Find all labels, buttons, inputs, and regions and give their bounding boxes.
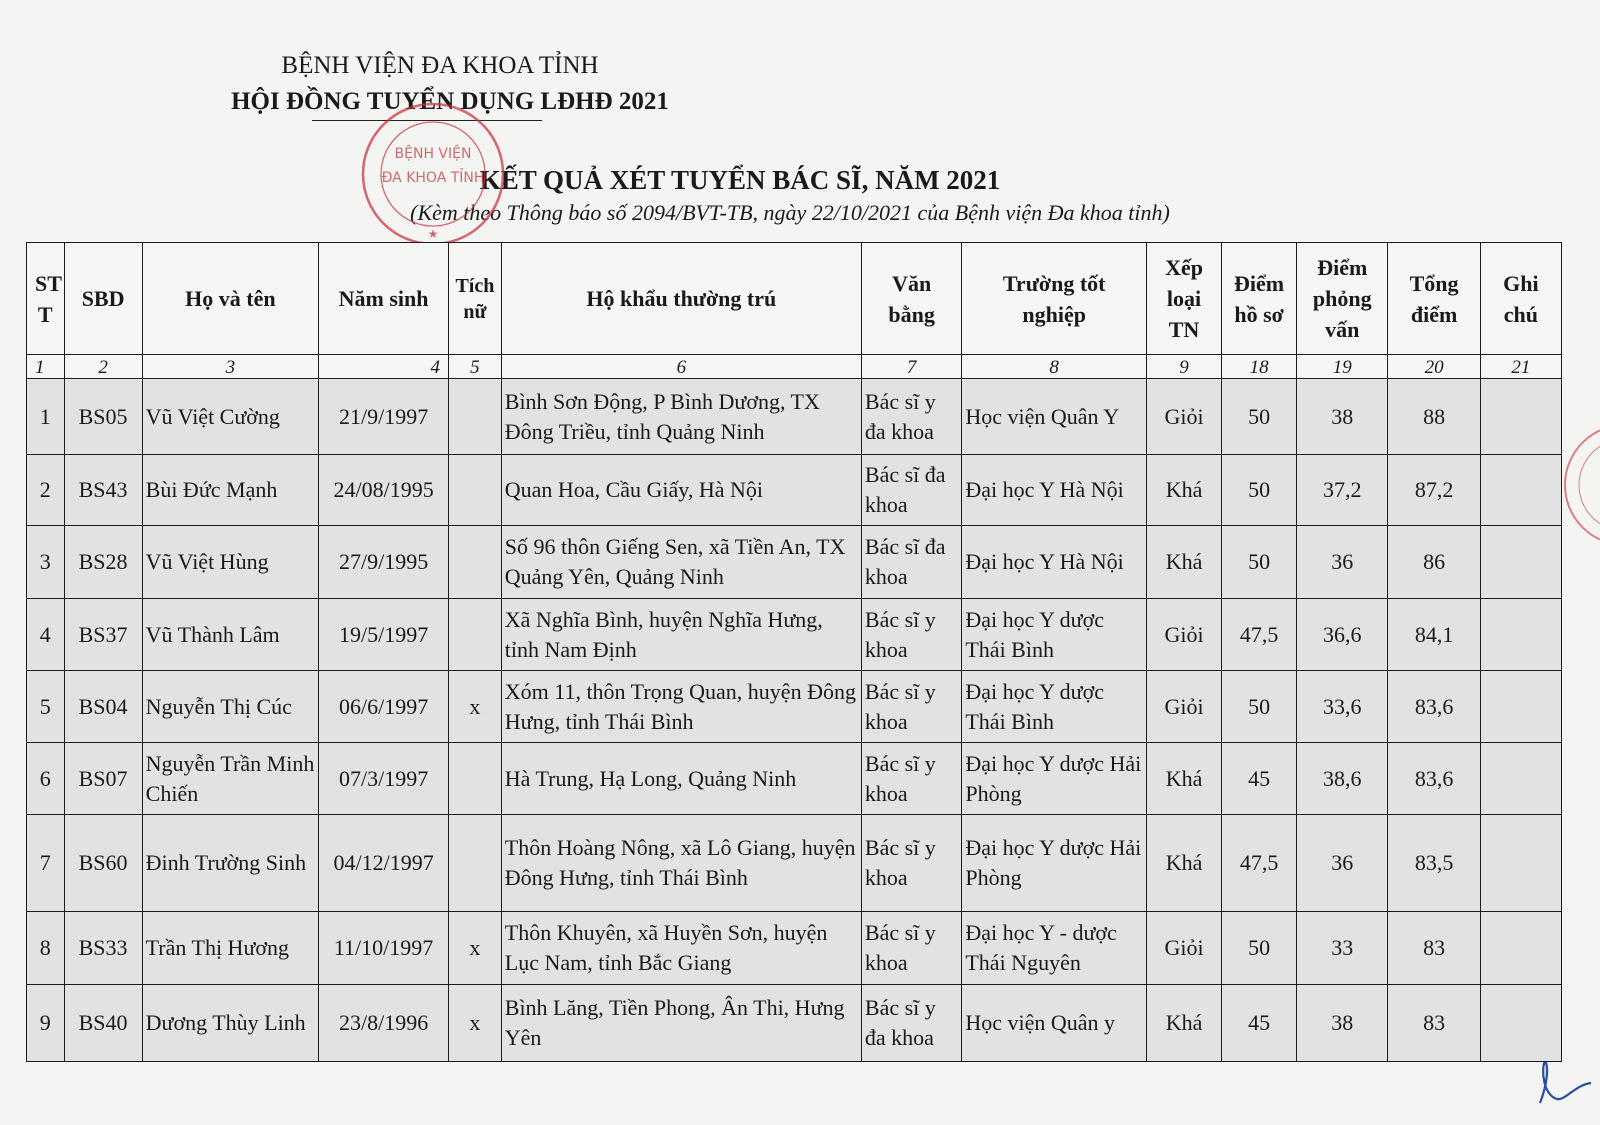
cell-rank: Giỏi xyxy=(1147,911,1222,984)
col-header-rank: Xếp loại TN xyxy=(1147,243,1222,355)
column-number: 2 xyxy=(64,355,142,379)
cell-rank: Giỏi xyxy=(1147,379,1222,455)
table-row xyxy=(27,455,1562,526)
cell-sbd: BS07 xyxy=(64,743,142,815)
header-divider xyxy=(312,120,542,121)
cell-address: Xã Nghĩa Bình, huyện Nghĩa Hưng, tỉnh Nam Định xyxy=(501,599,861,671)
cell-female: x xyxy=(449,911,502,984)
cell-interview-score: 36 xyxy=(1297,815,1388,911)
cell-profile-score: 50 xyxy=(1222,911,1297,984)
cell-profile-score: 45 xyxy=(1222,743,1297,815)
cell-total-score: 83 xyxy=(1388,984,1480,1061)
cell-note xyxy=(1480,911,1561,984)
cell-sbd: BS05 xyxy=(64,379,142,455)
cell-female xyxy=(449,815,502,911)
cell-female: x xyxy=(449,984,502,1061)
cell-degree: Bác sĩ y đa khoa xyxy=(861,984,961,1061)
cell-school: Đại học Y dược Hải Phòng xyxy=(962,815,1147,911)
col-header-total: Tổng điểm xyxy=(1388,243,1480,355)
cell-profile-score: 47,5 xyxy=(1222,599,1297,671)
cell-female xyxy=(449,526,502,599)
cell-note xyxy=(1480,526,1561,599)
cell-note xyxy=(1480,815,1561,911)
cell-stt: 9 xyxy=(27,984,65,1061)
cell-dob: 23/8/1996 xyxy=(319,984,449,1061)
cell-school: Học viện Quân y xyxy=(962,984,1147,1061)
cell-degree: Bác sĩ y khoa xyxy=(861,671,961,743)
cell-dob: 07/3/1997 xyxy=(319,743,449,815)
stamp-text-line2: ĐA KHOA TỈNH xyxy=(381,170,485,186)
cell-total-score: 88 xyxy=(1388,379,1480,455)
cell-total-score: 83 xyxy=(1388,911,1480,984)
cell-interview-score: 37,2 xyxy=(1297,455,1388,526)
col-header-dob: Năm sinh xyxy=(319,243,449,355)
cell-address: Thôn Hoàng Nông, xã Lô Giang, huyện Đông Hưng, tỉnh Thái Bình xyxy=(501,815,861,911)
column-number: 9 xyxy=(1147,355,1222,379)
table-row xyxy=(27,984,1562,1061)
cell-note xyxy=(1480,455,1561,526)
cell-school: Học viện Quân Y xyxy=(962,379,1147,455)
stamp-text-line1: BỆNH VIỆN xyxy=(394,146,472,162)
cell-interview-score: 38 xyxy=(1297,379,1388,455)
cell-sbd: BS37 xyxy=(64,599,142,671)
table-row xyxy=(27,911,1562,984)
col-header-degree: Văn bằng xyxy=(861,243,961,355)
column-number: 18 xyxy=(1222,355,1297,379)
table-header-row xyxy=(27,243,1562,355)
cell-address: Số 96 thôn Giếng Sen, xã Tiền An, TX Quảng Yên, Quảng Ninh xyxy=(501,526,861,599)
cell-stt: 7 xyxy=(27,815,65,911)
cell-note xyxy=(1480,743,1561,815)
document-title: KẾT QUẢ XÉT TUYỂN BÁC SĨ, NĂM 2021 xyxy=(479,165,1001,195)
column-number: 21 xyxy=(1480,355,1561,379)
cell-address: Xóm 11, thôn Trọng Quan, huyện Đông Hưng, tỉnh Thái Bình xyxy=(501,671,861,743)
cell-total-score: 87,2 xyxy=(1388,455,1480,526)
column-number: 20 xyxy=(1388,355,1480,379)
cell-stt: 1 xyxy=(27,379,65,455)
cell-interview-score: 36,6 xyxy=(1297,599,1388,671)
cell-total-score: 84,1 xyxy=(1388,599,1480,671)
cell-dob: 21/9/1997 xyxy=(319,379,449,455)
cell-school: Đại học Y dược Thái Bình xyxy=(962,671,1147,743)
cell-degree: Bác sĩ y khoa xyxy=(861,815,961,911)
cell-sbd: BS60 xyxy=(64,815,142,911)
cell-rank: Khá xyxy=(1147,815,1222,911)
table-row xyxy=(27,599,1562,671)
column-number: 1 xyxy=(27,355,65,379)
col-header-interview: Điểm phỏng vấn xyxy=(1297,243,1388,355)
cell-total-score: 83,5 xyxy=(1388,815,1480,911)
cell-rank: Khá xyxy=(1147,526,1222,599)
col-header-sbd: SBD xyxy=(64,243,142,355)
column-number: 7 xyxy=(861,355,961,379)
col-header-name: Họ và tên xyxy=(142,243,319,355)
cell-dob: 27/9/1995 xyxy=(319,526,449,599)
cell-rank: Khá xyxy=(1147,743,1222,815)
cell-dob: 06/6/1997 xyxy=(319,671,449,743)
cell-dob: 24/08/1995 xyxy=(319,455,449,526)
cell-interview-score: 33,6 xyxy=(1297,671,1388,743)
cell-note xyxy=(1480,671,1561,743)
cell-rank: Khá xyxy=(1147,455,1222,526)
cell-degree: Bác sĩ đa khoa xyxy=(861,526,961,599)
cell-sbd: BS33 xyxy=(64,911,142,984)
results-table xyxy=(26,242,1562,1062)
cell-address: Thôn Khuyên, xã Huyền Sơn, huyện Lục Nam, tỉnh Bắc Giang xyxy=(501,911,861,984)
col-header-stt: ST T xyxy=(27,243,65,355)
cell-female xyxy=(449,379,502,455)
column-number: 19 xyxy=(1297,355,1388,379)
cell-sbd: BS04 xyxy=(64,671,142,743)
cell-total-score: 83,6 xyxy=(1388,671,1480,743)
council-name: HỘI ĐỒNG TUYỂN DỤNG LĐHĐ 2021 xyxy=(231,88,669,115)
org-name: BỆNH VIỆN ĐA KHOA TỈNH xyxy=(281,52,599,79)
cell-note xyxy=(1480,599,1561,671)
cell-name: Đinh Trường Sinh xyxy=(142,815,319,911)
cell-interview-score: 36 xyxy=(1297,526,1388,599)
cell-female: x xyxy=(449,671,502,743)
cell-name: Dương Thùy Linh xyxy=(142,984,319,1061)
cell-school: Đại học Y dược Thái Bình xyxy=(962,599,1147,671)
cell-note xyxy=(1480,984,1561,1061)
cell-name: Nguyễn Trần Minh Chiến xyxy=(142,743,319,815)
cell-name: Bùi Đức Mạnh xyxy=(142,455,319,526)
cell-address: Hà Trung, Hạ Long, Quảng Ninh xyxy=(501,743,861,815)
cell-degree: Bác sĩ đa khoa xyxy=(861,455,961,526)
cell-degree: Bác sĩ y khoa xyxy=(861,743,961,815)
cell-degree: Bác sĩ y khoa xyxy=(861,599,961,671)
cell-sbd: BS40 xyxy=(64,984,142,1061)
cell-interview-score: 38,6 xyxy=(1297,743,1388,815)
cell-stt: 6 xyxy=(27,743,65,815)
cell-profile-score: 45 xyxy=(1222,984,1297,1061)
column-number-row xyxy=(27,355,1562,379)
cell-rank: Khá xyxy=(1147,984,1222,1061)
cell-degree: Bác sĩ y khoa xyxy=(861,911,961,984)
cell-name: Trần Thị Hương xyxy=(142,911,319,984)
cell-female xyxy=(449,455,502,526)
cell-profile-score: 50 xyxy=(1222,671,1297,743)
cell-female xyxy=(449,743,502,815)
col-header-profile: Điểm hồ sơ xyxy=(1222,243,1297,355)
col-header-note: Ghi chú xyxy=(1480,243,1561,355)
cell-name: Vũ Việt Cường xyxy=(142,379,319,455)
cell-stt: 4 xyxy=(27,599,65,671)
col-header-address: Hộ khẩu thường trú xyxy=(501,243,861,355)
cell-note xyxy=(1480,379,1561,455)
table-row xyxy=(27,815,1562,911)
cell-sbd: BS28 xyxy=(64,526,142,599)
cell-address: Bình Lăng, Tiền Phong, Ân Thi, Hưng Yên xyxy=(501,984,861,1061)
table-row xyxy=(27,671,1562,743)
cell-school: Đại học Y dược Hải Phòng xyxy=(962,743,1147,815)
column-number: 5 xyxy=(449,355,502,379)
cell-address: Bình Sơn Động, P Bình Dương, TX Đông Triều, tỉnh Quảng Ninh xyxy=(501,379,861,455)
cell-school: Đại học Y Hà Nội xyxy=(962,455,1147,526)
table-row xyxy=(27,526,1562,599)
col-header-school: Trường tốt nghiệp xyxy=(962,243,1147,355)
cell-name: Nguyễn Thị Cúc xyxy=(142,671,319,743)
cell-school: Đại học Y - dược Thái Nguyên xyxy=(962,911,1147,984)
cell-address: Quan Hoa, Cầu Giấy, Hà Nội xyxy=(501,455,861,526)
cell-rank: Giỏi xyxy=(1147,671,1222,743)
cell-stt: 3 xyxy=(27,526,65,599)
signature-mark-icon xyxy=(1535,1055,1595,1110)
col-header-female: Tích nữ xyxy=(449,243,502,355)
cell-school: Đại học Y Hà Nội xyxy=(962,526,1147,599)
cell-female xyxy=(449,599,502,671)
cell-dob: 04/12/1997 xyxy=(319,815,449,911)
cell-profile-score: 47,5 xyxy=(1222,815,1297,911)
table-row xyxy=(27,379,1562,455)
svg-text:★: ★ xyxy=(427,227,439,241)
cell-profile-score: 50 xyxy=(1222,526,1297,599)
cell-total-score: 83,6 xyxy=(1388,743,1480,815)
table-row xyxy=(27,743,1562,815)
cell-dob: 19/5/1997 xyxy=(319,599,449,671)
cell-profile-score: 50 xyxy=(1222,379,1297,455)
cell-name: Vũ Thành Lâm xyxy=(142,599,319,671)
cell-stt: 5 xyxy=(27,671,65,743)
cell-stt: 2 xyxy=(27,455,65,526)
column-number: 4 xyxy=(319,355,449,379)
cell-dob: 11/10/1997 xyxy=(319,911,449,984)
cell-stt: 8 xyxy=(27,911,65,984)
cell-total-score: 86 xyxy=(1388,526,1480,599)
column-number: 6 xyxy=(501,355,861,379)
cell-profile-score: 50 xyxy=(1222,455,1297,526)
cell-sbd: BS43 xyxy=(64,455,142,526)
column-number: 8 xyxy=(962,355,1147,379)
cell-interview-score: 33 xyxy=(1297,911,1388,984)
cell-degree: Bác sĩ y đa khoa xyxy=(861,379,961,455)
column-number: 3 xyxy=(142,355,319,379)
cell-name: Vũ Việt Hùng xyxy=(142,526,319,599)
document-subtitle: (Kèm theo Thông báo số 2094/BVT-TB, ngày 22/10/2021 của Bệnh viện Đa khoa tỉnh) xyxy=(410,200,1170,225)
cell-interview-score: 38 xyxy=(1297,984,1388,1061)
cell-rank: Giỏi xyxy=(1147,599,1222,671)
